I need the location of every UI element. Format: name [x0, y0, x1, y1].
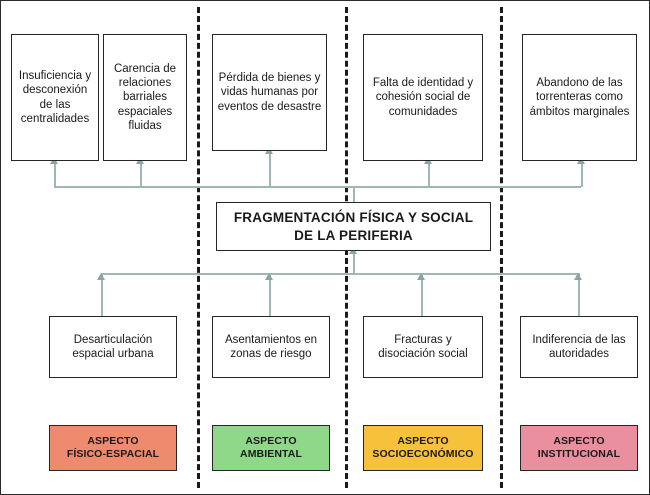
- cause-box-desarticulacion[interactable]: [49, 316, 177, 378]
- aspect-socio-line1: ASPECTO: [397, 434, 449, 447]
- effect-box-abandono-torrenteras-label: Abandono de las torrenteras como ámbitos marginales: [529, 77, 630, 118]
- central-problem-line2: DE LA PERIFERIA: [294, 227, 413, 243]
- connector-top-2: [140, 161, 142, 187]
- effect-box-insuficiencia[interactable]: [11, 34, 99, 161]
- aspect-box-ambiental[interactable]: [212, 425, 330, 471]
- aspect-ambiental-line1: ASPECTO: [245, 434, 297, 447]
- effect-box-insuficiencia-label: Insuficiencia y desconexión de las centralidades: [18, 70, 92, 125]
- effect-box-perdida-bienes[interactable]: [212, 34, 327, 151]
- effect-box-falta-identidad-label: Falta de identidad y cohesión social de comunidades: [372, 77, 474, 118]
- aspect-inst-line2: INSTITUCIONAL: [537, 448, 621, 460]
- aspect-socio-line2: SOCIOECONÓMICO: [372, 448, 474, 460]
- cause-box-asentamientos[interactable]: [212, 316, 330, 378]
- cause-box-indiferencia[interactable]: [520, 316, 638, 378]
- connector-bottom-bus: [101, 273, 579, 275]
- effect-box-abandono-torrenteras[interactable]: [522, 34, 637, 161]
- aspect-fisico-line1: ASPECTO: [87, 434, 139, 447]
- connector-top-bus: [54, 186, 581, 188]
- column-divider-1: [197, 7, 200, 488]
- cause-box-indiferencia-label: Indiferencia de las autoridades: [532, 333, 626, 360]
- connector-top-4: [428, 161, 430, 187]
- aspect-inst-line1: ASPECTO: [553, 434, 605, 447]
- connector-center-in: [353, 251, 355, 274]
- arrow-bottom-1: [97, 273, 105, 280]
- cause-box-asentamientos-label: Asentamientos en zonas de riesgo: [224, 333, 318, 360]
- effect-box-carencia-relaciones[interactable]: [103, 34, 187, 161]
- aspect-box-fisico-espacial[interactable]: [49, 425, 177, 471]
- central-problem-line1: FRAGMENTACIÓN FÍSICA Y SOCIAL: [233, 209, 474, 225]
- connector-top-3: [269, 151, 271, 187]
- aspect-fisico-line2: FÍSICO-ESPACIAL: [66, 448, 160, 460]
- central-problem-box[interactable]: [216, 202, 491, 251]
- cause-box-desarticulacion-label: Desarticulación espacial urbana: [72, 333, 154, 360]
- arrow-bottom-2: [265, 273, 273, 280]
- connector-top-5: [581, 161, 583, 187]
- connector-top-1: [54, 161, 56, 187]
- cause-box-fracturas[interactable]: [363, 316, 483, 378]
- effect-box-carencia-relaciones-label: Carencia de relaciones barriales espaciales fluidas: [113, 63, 176, 132]
- aspect-box-socioeconomico[interactable]: [363, 425, 483, 471]
- arrow-bottom-3: [417, 273, 425, 280]
- aspect-ambiental-line2: AMBIENTAL: [240, 448, 302, 460]
- cause-box-fracturas-label: Fracturas y disociación social: [378, 333, 468, 360]
- arrow-bottom-4: [574, 273, 582, 280]
- aspect-box-institucional[interactable]: [520, 425, 638, 471]
- effect-box-perdida-bienes-label: Pérdida de bienes y vidas humanas por eventos de desastre: [217, 72, 322, 113]
- effect-box-falta-identidad[interactable]: [363, 34, 483, 161]
- column-divider-3: [500, 7, 503, 488]
